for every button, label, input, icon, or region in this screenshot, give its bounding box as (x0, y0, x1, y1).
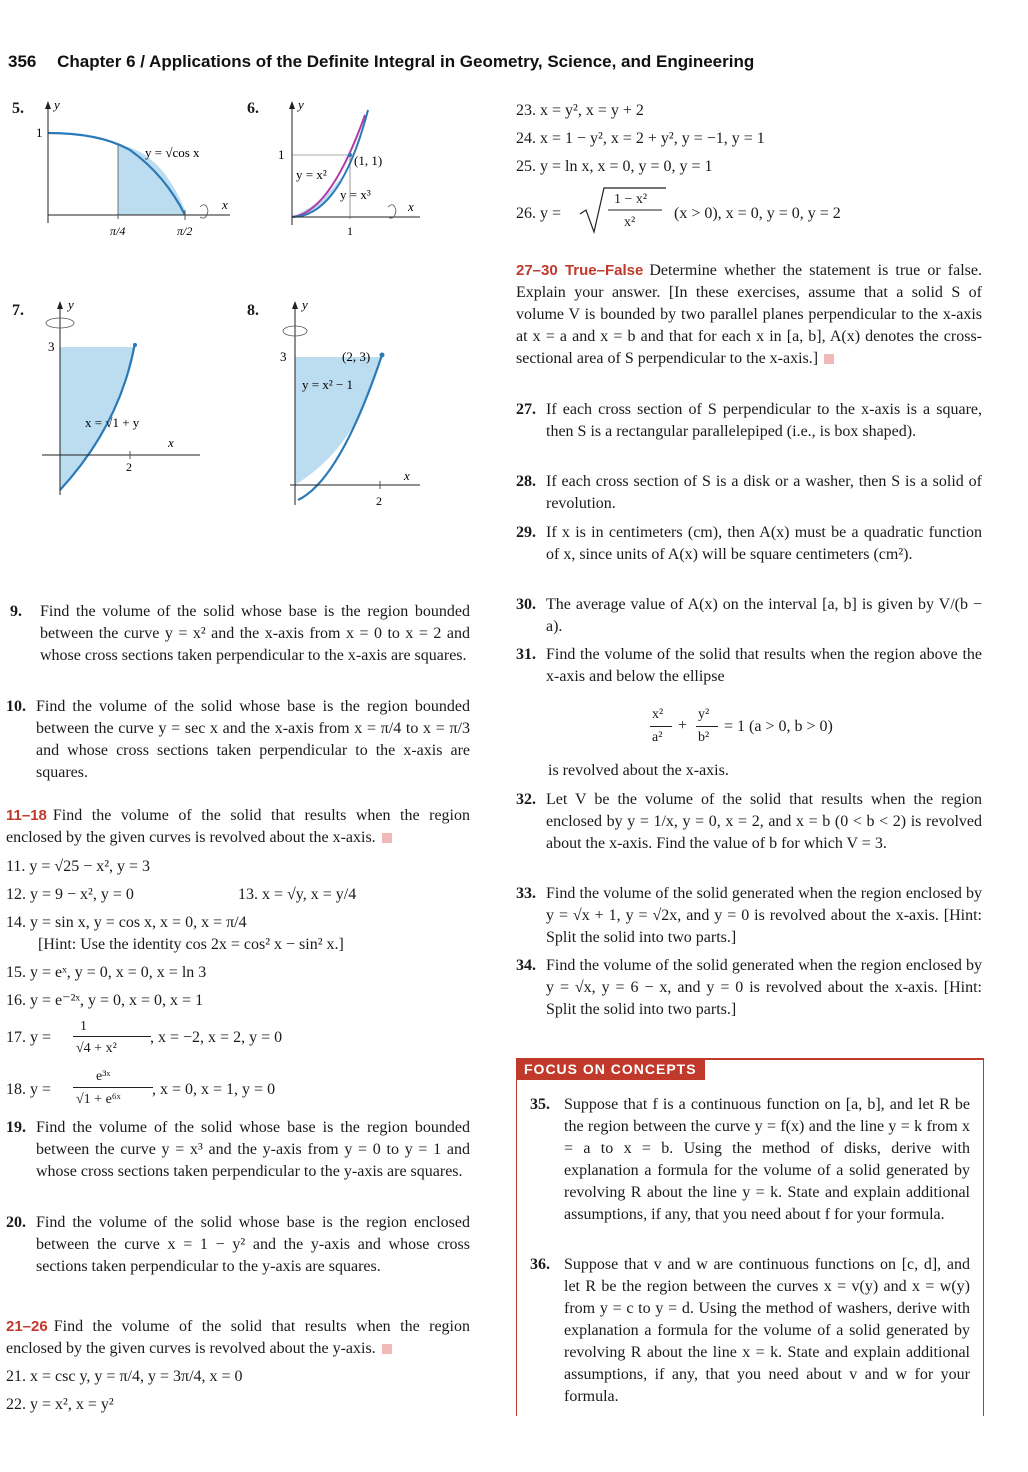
chapter-title: Chapter 6 / Applications of the Definite Integral in Geometry, Science, and Engineering (57, 52, 755, 71)
exercise-30: 30. The average value of A(x) on the interval [a, b] is given by V/(b − a). (516, 596, 982, 635)
rotation-icon (200, 205, 208, 218)
fraction-bar (73, 1087, 153, 1088)
figure-5 (30, 95, 240, 245)
ellipse-n2: y² (698, 707, 710, 722)
svg-text:3: 3 (280, 349, 287, 364)
exercise-11: 11. y = √25 − x², y = 3 (6, 858, 151, 875)
section-21-26: 21–26 Find the volume of the solid that results when the region enclosed by the given curves is revolved about the y-axis. (6, 1318, 470, 1357)
svg-text:1: 1 (36, 125, 43, 140)
exercise-14: 14. y = sin x, y = cos x, x = 0, x = π/4 (6, 914, 247, 931)
exercise-32: 32. Let V be the volume of the solid that results when the region enclosed by y = 1/x, y = 0, x = 2, and x = b (0 < b < 2) is revolved about the x-axis. Find the value of b for which V = 3. (516, 791, 982, 852)
exercise-13: 13. x = √y, x = y/4 (238, 886, 357, 903)
exercise-26-rest: (x > 0), x = 0, y = 0, y = 2 (674, 205, 841, 222)
svg-text:(1, 1): (1, 1) (354, 153, 383, 168)
svg-text:x = √1 + y: x = √1 + y (85, 415, 140, 430)
plus-sign: + (678, 717, 688, 734)
exercise-23: 23. x = y², x = y + 2 (516, 102, 644, 119)
exercise-16: 16. y = e⁻²ˣ, y = 0, x = 0, x = 1 (6, 992, 204, 1009)
figure-5-number: 5. (12, 100, 24, 117)
svg-text:1: 1 (278, 147, 285, 162)
exercise-18-lhs: 18. y = (6, 1081, 52, 1098)
exercise-24: 24. x = 1 − y², x = 2 + y², y = −1, y = 1 (516, 130, 765, 147)
svg-text:1: 1 (347, 224, 353, 238)
svg-text:y = x²: y = x² (296, 167, 327, 182)
svg-text:π/4: π/4 (110, 224, 126, 238)
svg-text:(2, 3): (2, 3) (342, 349, 371, 364)
exercise-27: 27. If each cross section of S perpendicular to the x-axis is a square, then S is a rectangular parallelepiped (i.e., is box shaped). (516, 401, 982, 440)
exercise-34: 34. Find the volume of the solid generated when the region enclosed by y = √x, y = 6 − x, and y = 0 is revolved about the x-axis. [Hint: Split the solid into two parts.] (516, 957, 982, 1018)
ellipse-d2: b² (698, 730, 710, 745)
exercise-26-denominator: x² (624, 215, 636, 230)
exercise-25: 25. y = ln x, x = 0, y = 0, y = 1 (516, 158, 713, 175)
exercise-15: 15. y = eˣ, y = 0, x = 0, x = ln 3 (6, 964, 207, 981)
svg-text:y = x³: y = x³ (340, 187, 371, 202)
exercise-14-hint: [Hint: Use the identity cos 2x = cos² x − sin² x.] (38, 936, 344, 953)
exercise-18-denominator: √1 + e⁶ˣ (76, 1092, 121, 1107)
exercise-22: 22. y = x², x = y² (6, 1396, 114, 1413)
exercise-17-denominator: √4 + x² (76, 1041, 117, 1056)
exercise-21: 21. x = csc y, y = π/4, y = 3π/4, x = 0 (6, 1368, 243, 1385)
figure-6-number: 6. (247, 100, 259, 117)
svg-text:y: y (302, 297, 308, 312)
svg-text:y: y (298, 97, 304, 112)
exercise-31-tail: is revolved about the x-axis. (548, 762, 729, 779)
exercise-9: 9. Find the volume of the solid whose base is the region bounded between the curve y = x² and the x-axis from x = 0 to x = 2 and whose cross sections taken perpendicular to the x-axis are squares. (10, 603, 470, 664)
exercise-17-lhs: 17. y = (6, 1029, 52, 1046)
svg-text:2: 2 (126, 460, 132, 474)
exercise-33: 33. Find the volume of the solid generated when the region enclosed by y = √x + 1, y = √2x, and y = 0 is revolved about the x-axis. [Hint: Split the solid into two parts.] (516, 885, 982, 946)
figure-7 (30, 295, 210, 510)
exercise-12: 12. y = 9 − x², y = 0 (6, 886, 134, 903)
rotation-icon (388, 205, 396, 218)
svg-text:y: y (68, 297, 74, 312)
fraction-bar (73, 1036, 151, 1037)
figure-7-number: 7. (12, 302, 24, 319)
exercise-10: 10. Find the volume of the solid whose base is the region bounded between the curve y = sec x and the x-axis from x = π/4 to x = π/3 and whose cross sections taken perpendicular to the x-axis are squares. (6, 698, 470, 781)
svg-text:x: x (408, 199, 414, 214)
exercise-29: 29. If x is in centimeters (cm), then A(x) must be a quadratic function of x, since units of A(x) will be square centimeters (cm²). (516, 524, 982, 563)
svg-text:y: y (54, 97, 60, 112)
svg-text:π/2: π/2 (177, 224, 193, 238)
exercise-36: 36. Suppose that v and w are continuous functions on [c, d], and let R be the region between the curves x = v(y) and x = w(y) from y = c to y = d. Using the method of washers, derive with explanation a formula for the volume of a solid generated by revolving R about the line x = k. State and explain additional assumptions, if any, that you need about v and w for your formula. (530, 1256, 970, 1405)
svg-text:2: 2 (376, 494, 382, 508)
ellipse-rest: = 1 (a > 0, b > 0) (724, 718, 833, 735)
svg-text:3: 3 (48, 339, 55, 354)
exercise-26-numerator: 1 − x² (614, 192, 648, 207)
exercise-20: 20. Find the volume of the solid whose base is the region enclosed between the curve x = 1 − y² and the y-axis and whose cross sections taken perpendicular to the y-axis are squares. (6, 1214, 470, 1275)
exercise-26-lhs: 26. y = (516, 205, 562, 222)
exercise-31: 31. Find the volume of the solid that results when the region above the x-axis and below the ellipse (516, 646, 982, 685)
ellipse-d1: a² (652, 730, 663, 745)
svg-text:x: x (168, 435, 174, 450)
figure-6 (270, 95, 430, 245)
svg-text:x: x (404, 468, 410, 483)
section-27-30: 27–30 True–False Determine whether the statement is true or false. Explain your answer. [In these exercises, assume that a solid S of volume V is bounded by two parallel planes perpendicular to the x-axis at x = a and x = b and that for each x in [a, b], A(x) denotes the cross-sectional area of S perpendicular to the x-axis.] (516, 262, 982, 367)
section-11-18: 11–18 Find the volume of the solid that results when the region enclosed by the given curves is revolved about the x-axis. (6, 807, 470, 846)
exercise-19: 19. Find the volume of the solid whose base is the region bounded between the curve y = x³ and the y-axis from y = 0 to y = 1 and whose cross sections taken perpendicular to the y-axis are squares. (6, 1119, 470, 1180)
page-number: 356 (8, 52, 37, 71)
svg-text:y = √cos x: y = √cos x (145, 145, 200, 160)
exercise-35: 35. Suppose that f is a continuous function on [a, b], and let R be the region between the curve y = f(x) and the line y = k from x = a to x = b. Using the method of disks, derive with explanation a formula for the volume of a solid generated by revolving R about the line y = k. State and explain additional assumptions, if any, that you need about f for your formula. (530, 1096, 970, 1223)
focus-label: FOCUS ON CONCEPTS (516, 1058, 705, 1080)
figure-8 (270, 295, 430, 510)
svg-text:y = x² − 1: y = x² − 1 (302, 377, 354, 392)
page-header (8, 52, 754, 72)
ellipse-n1: x² (652, 707, 664, 722)
exercise-18-rest: , x = 0, x = 1, y = 0 (152, 1081, 276, 1098)
figure-8-number: 8. (247, 302, 259, 319)
exercise-17-numerator: 1 (80, 1019, 87, 1034)
svg-text:x: x (222, 197, 228, 212)
exercise-17-rest: , x = −2, x = 2, y = 0 (150, 1029, 283, 1046)
exercise-18-numerator: e³ˣ (96, 1069, 111, 1084)
exercise-28: 28. If each cross section of S is a disk or a washer, then S is a solid of revolution. (516, 473, 982, 512)
